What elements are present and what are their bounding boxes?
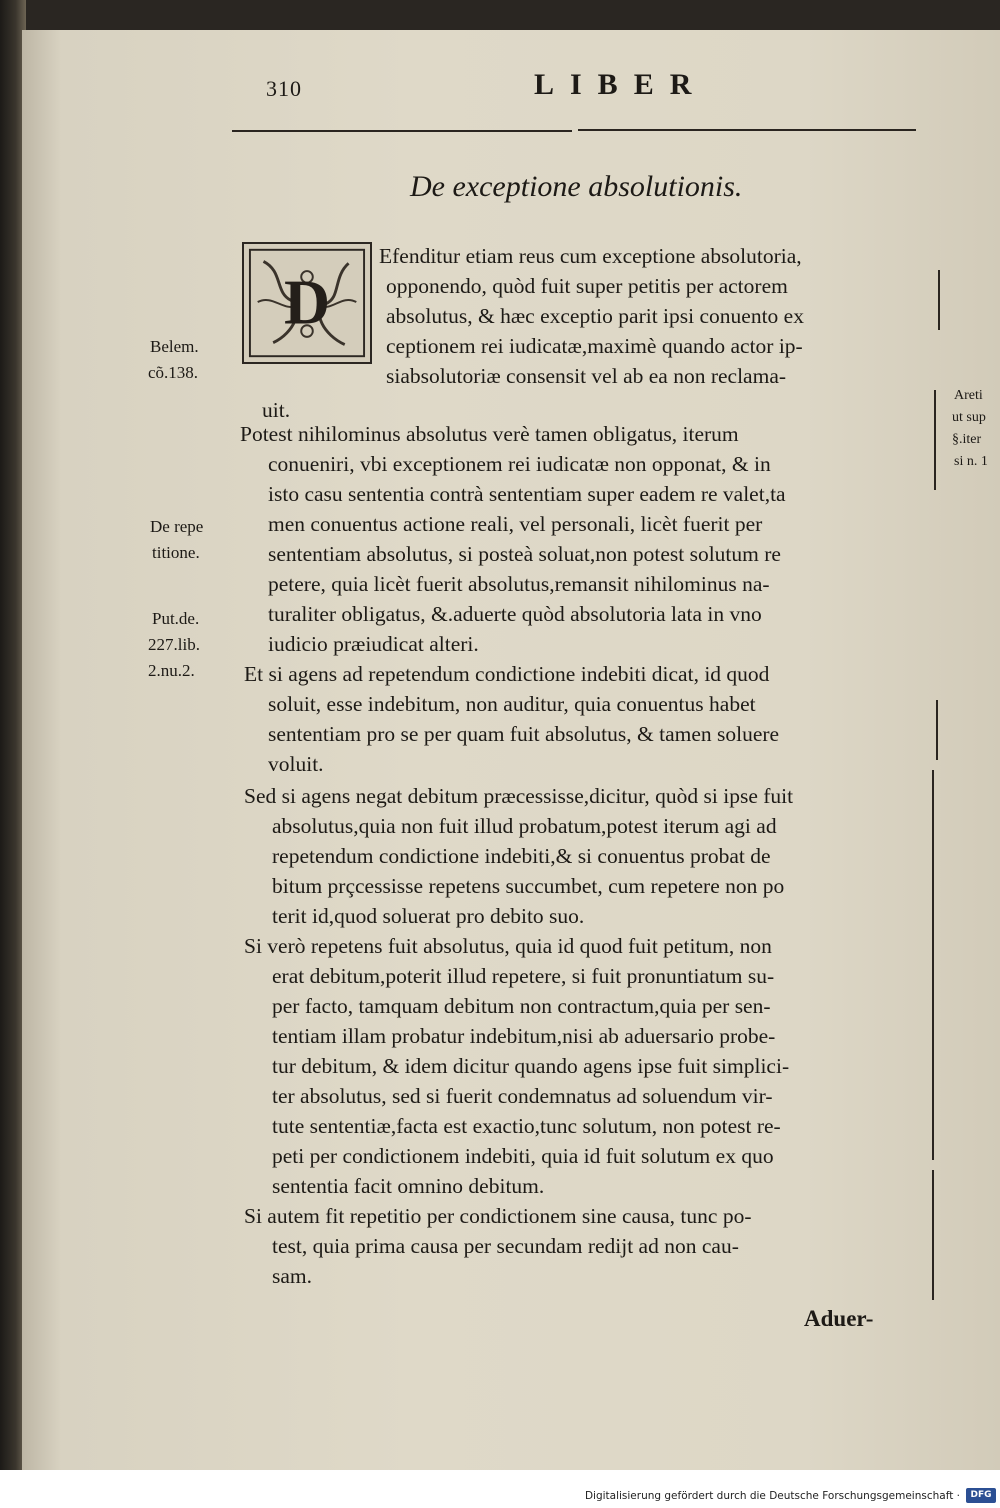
margin-note-left: 227.lib. [148, 635, 200, 654]
header-rule [232, 130, 572, 132]
body-line: tentiam illam probatur indebitum,nisi ab aduersario probe- [272, 1024, 776, 1048]
margin-note-left: Put.de. [152, 609, 200, 628]
body-line: turaliter obligatus, &.aduerte quòd absolutoria lata in vno [268, 602, 762, 626]
body-line: Et si agens ad repetendum condictione indebiti dicat, id quod [244, 662, 770, 686]
catchword: Aduer- [804, 1306, 874, 1331]
margin-note-left: cõ.138. [148, 363, 199, 382]
margin-note-left: titione. [152, 543, 200, 562]
margin-bracket [936, 700, 938, 760]
body-line: sam. [272, 1264, 313, 1288]
section-title: De exceptione absolutionis. [410, 170, 743, 203]
body-line: absolutus, & hæc exceptio parit ipsi conuento ex [386, 304, 804, 328]
margin-note-right: Areti [954, 388, 983, 403]
margin-note-left: De repe [150, 517, 204, 536]
footer-bar [0, 1470, 1000, 1508]
header-rule [578, 129, 916, 131]
body-line: Potest nihilominus absolutus verè tamen obligatus, iterum [240, 422, 739, 446]
body-line: petere, quia licèt fuerit absolutus,remansit nihilominus na- [268, 572, 770, 596]
body-line: men conuentus actione reali, vel personali, licèt fuerit per [268, 512, 763, 536]
margin-note-right: §.iter [952, 432, 982, 447]
body-line: test, quia prima causa per secundam redijt ad non cau- [272, 1234, 739, 1258]
body-line: Si verò repetens fuit absolutus, quia id quod fuit petitum, non [244, 934, 772, 958]
body-line: iudicio præiudicat alteri. [268, 632, 479, 656]
body-line: terit id,quod soluerat pro debito suo. [272, 904, 585, 928]
margin-bracket [934, 390, 936, 490]
margin-note-right: si n. 1 [954, 454, 988, 469]
margin-bracket [938, 270, 940, 330]
margin-note-right: ut sup [952, 410, 986, 425]
page-number: 310 [266, 76, 302, 101]
margin-bracket [932, 1170, 934, 1300]
running-head: LIBER [534, 68, 708, 101]
body-line: Si autem fit repetitio per condictionem sine causa, tunc po- [244, 1204, 752, 1228]
body-line: sententiam absolutus, si posteà soluat,non potest solutum re [268, 542, 781, 566]
body-line: sententiam pro se per quam fuit absolutus, & tamen soluere [268, 722, 780, 746]
body-line: ceptionem rei iudicatæ,maximè quando actor ip- [386, 334, 803, 358]
body-line: peti per condictionem indebiti, quia id fuit solutum ex quo [272, 1144, 774, 1168]
drop-cap-letter: D [283, 266, 331, 338]
body-line: conueniri, vbi exceptionem rei iudicatæ non opponat, & in [268, 452, 771, 476]
body-line: absolutus,quia non fuit illud probatum,potest iterum agi ad [272, 814, 777, 838]
margin-note-left: 2.nu.2. [148, 661, 195, 680]
body-line: tute sententiæ,facta est exactio,tunc solutum, non potest re- [272, 1114, 781, 1138]
body-line: opponendo, quòd fuit super petitis per actorem [386, 274, 788, 298]
body-line: bitum prçcessisse repetens succumbet, cum repetere non po [272, 874, 785, 898]
body-line: tur debitum, & idem dicitur quando agens ipse fuit simplici- [272, 1054, 790, 1078]
book-page [22, 30, 1000, 1470]
dfg-logo-icon: DFG [966, 1488, 996, 1503]
margin-note-left: Belem. [150, 337, 199, 356]
digitization-credit: Digitalisierung gefördert durch die Deutsche Forschungsgemeinschaft · [584, 1490, 960, 1502]
body-line: voluit. [268, 752, 324, 776]
body-line: repetendum condictione indebiti,& si conuentus probat de [272, 844, 771, 868]
body-line: erat debitum,poterit illud repetere, si fuit pronuntiatum su- [272, 964, 775, 988]
margin-bracket [932, 770, 934, 1160]
body-line: siabsolutoriæ consensit vel ab ea non reclama- [386, 364, 787, 388]
body-line: Sed si agens negat debitum præcessisse,dicitur, quòd si ipse fuit [244, 784, 794, 808]
body-line: soluit, esse indebitum, non auditur, quia conuentus habet [268, 692, 756, 716]
body-line: uit. [262, 398, 291, 422]
body-line: per facto, tamquam debitum non contractum,quia per sen- [272, 994, 771, 1018]
body-line: ter absolutus, sed si fuerit condemnatus ad soluendum vir- [272, 1084, 773, 1108]
body-line: sententia facit omnino debitum. [272, 1174, 545, 1198]
body-line: Efenditur etiam reus cum exceptione absolutoria, [379, 244, 802, 268]
body-line: isto casu sententia contrà sententiam super eadem re valet,ta [268, 482, 786, 506]
decorated-initial [242, 242, 372, 364]
decorated-initial-image [244, 244, 370, 362]
